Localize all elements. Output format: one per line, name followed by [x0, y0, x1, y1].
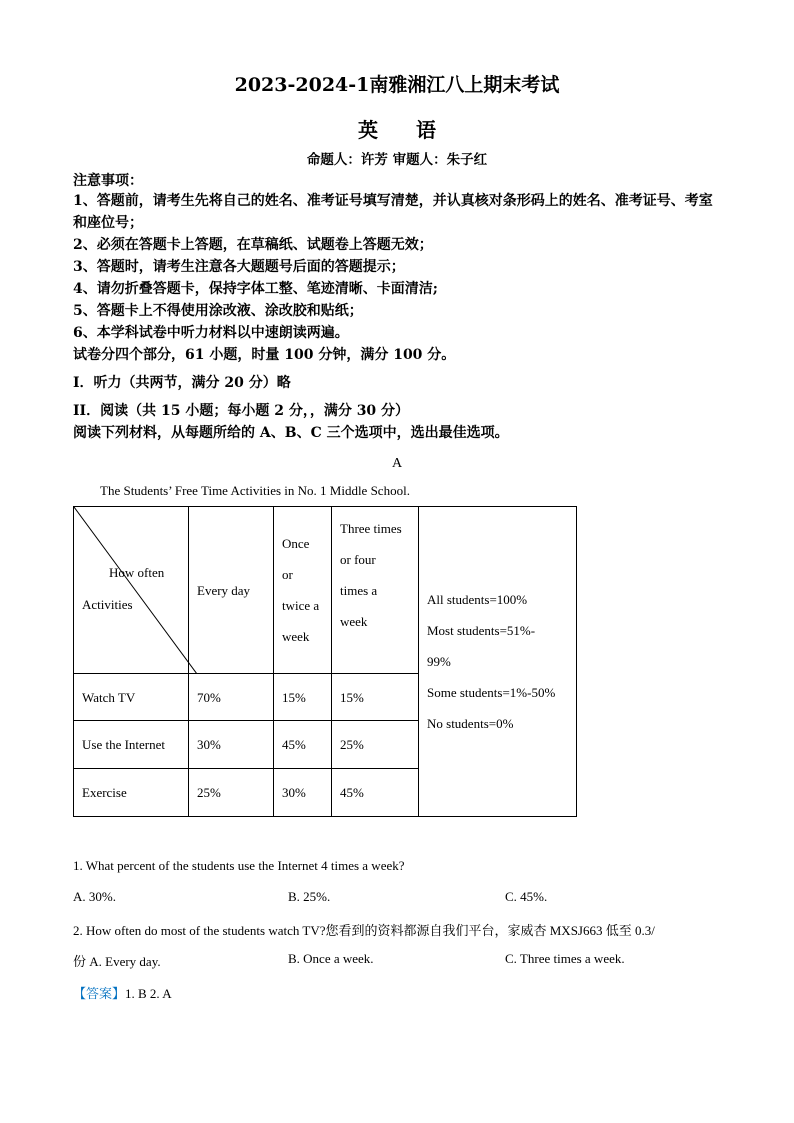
activity-cell: Use the Internet	[74, 721, 189, 769]
activities-table	[73, 506, 577, 817]
corner-activities: Activities	[82, 597, 133, 612]
note-item-3: 3、答题时，请考生注意各大题题号后面的答题提示；	[73, 259, 405, 275]
reading-instruction: 阅读下列材料，从每题所给的 A、B、C 三个选项中，选出最佳选项。	[73, 425, 509, 441]
question-1-option-c: C. 45%.	[505, 889, 548, 904]
subject-char-1: 英	[358, 118, 378, 142]
value-cell: 30%	[274, 769, 332, 817]
activity-cell: Watch TV	[74, 674, 189, 721]
reading-section: II．阅读（共 15 小题；每小题 2 分，，满分 30 分）	[73, 403, 410, 419]
answer-label: 【答案】	[73, 987, 126, 1002]
question-1-option-b: B. 25%.	[288, 889, 331, 904]
value-cell: 45%	[274, 721, 332, 769]
authors-line: 命题人：许芳 审题人：朱子红	[306, 152, 488, 168]
header-every-day: Every day	[189, 507, 274, 674]
value-cell: 15%	[332, 674, 419, 721]
answer-line	[73, 983, 172, 1002]
value-cell: 30%	[189, 721, 274, 769]
table-header-row	[74, 507, 577, 674]
notes-title: 注意事项：	[73, 173, 143, 189]
subject-title	[0, 114, 794, 143]
table-corner-cell	[74, 507, 189, 674]
value-cell: 45%	[332, 769, 419, 817]
table-caption: The Students’ Free Time Activities in No. 1 Middle School.	[100, 483, 410, 498]
header-three-four: Three times or four times a week	[332, 507, 419, 674]
question-2-option-a: 份 A. Every day.	[73, 954, 161, 969]
table-legend: All students=100% Most students=51%- 99% Some students=1%-50% No students=0%	[419, 507, 577, 817]
note-item-4: 4、请勿折叠答题卡，保持字体工整、笔迹清晰、卡面清洁;	[73, 281, 438, 297]
listening-section: I．听力（共两节，满分 20 分）略	[73, 375, 291, 391]
answer-text: 1. B 2. A	[125, 986, 172, 1001]
subject-char-2: 语	[416, 118, 436, 142]
header-once-twice: Once or twice a week	[274, 507, 332, 674]
note-item-1: 1、答题前，请考生先将自己的姓名、准考证号填写清楚，并认真核对条形码上的姓名、准考证号、考室和座位号；	[73, 193, 713, 231]
note-item-6: 6、本学科试卷中听力材料以中速朗读两遍。	[73, 325, 349, 341]
exam-summary: 试卷分四个部分，61 小题，时量 100 分钟，满分 100 分。	[73, 347, 456, 363]
value-cell: 15%	[274, 674, 332, 721]
question-2-option-b: B. Once a week.	[288, 951, 374, 966]
corner-how-often: How often	[109, 565, 165, 580]
question-2-option-c: C. Three times a week.	[505, 951, 625, 966]
diagonal-line	[74, 507, 197, 674]
value-cell: 70%	[189, 674, 274, 721]
value-cell: 25%	[189, 769, 274, 817]
question-2-stem: 2. How often do most of the students watch TV?您看到的资料都源自我们平台，家威杏 MXSJ663 低至 0.3/	[73, 923, 655, 938]
question-1-stem: 1. What percent of the students use the Internet 4 times a week?	[73, 858, 405, 873]
note-item-2: 2、必须在答题卡上答题，在草稿纸、试题卷上答题无效；	[73, 237, 433, 253]
passage-label: A	[391, 456, 403, 471]
exam-title: 2023-2024-1南雅湘江八上期末考试	[234, 74, 560, 96]
note-item-5: 5、答题卡上不得使用涂改液、涂改胶和贴纸；	[73, 303, 363, 319]
question-1-option-a: A. 30%.	[73, 889, 116, 904]
activity-cell: Exercise	[74, 769, 189, 817]
value-cell: 25%	[332, 721, 419, 769]
